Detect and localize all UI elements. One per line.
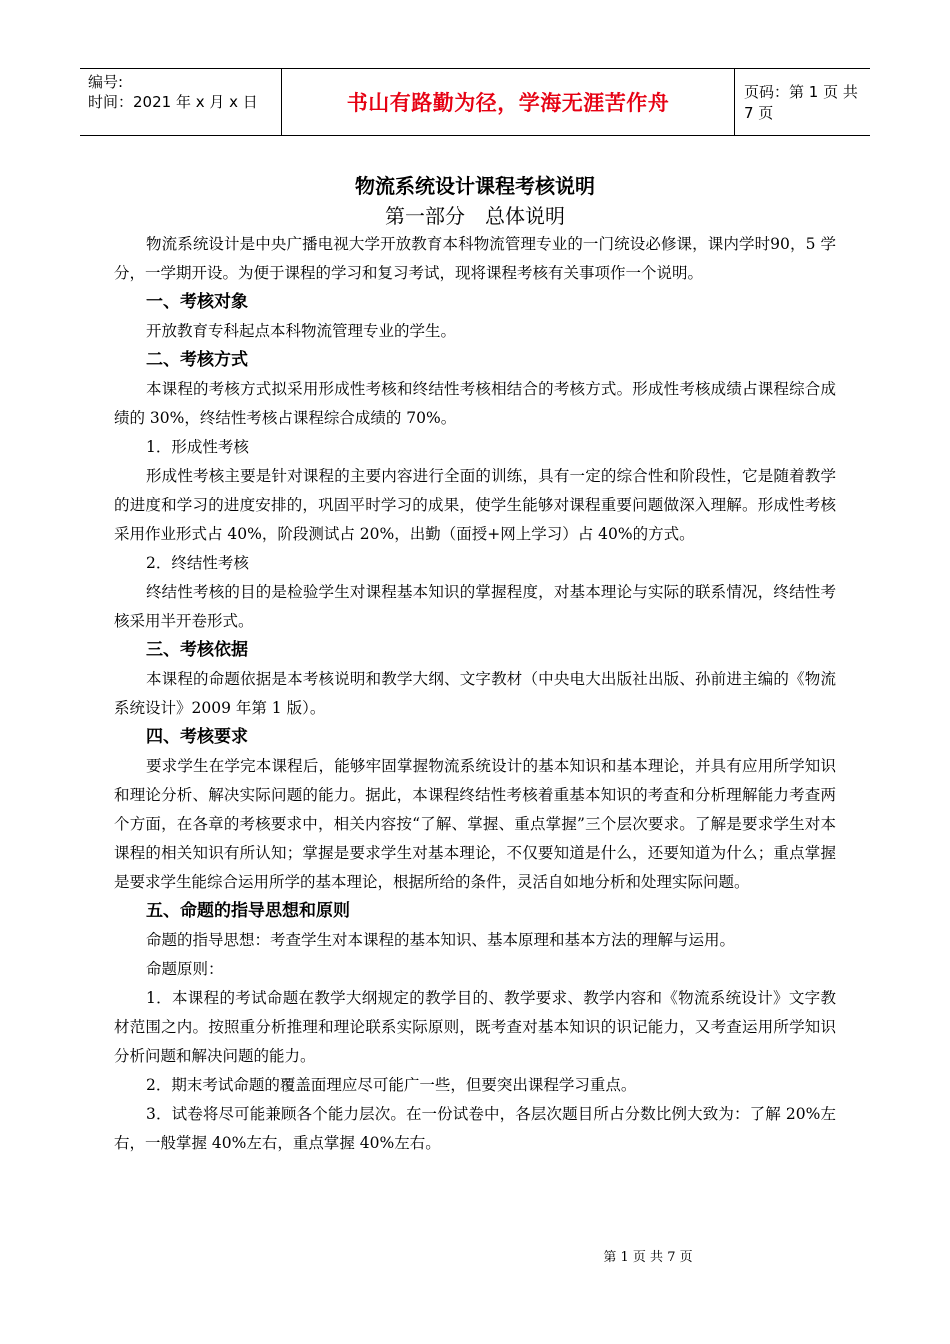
- header-page-cell: [735, 69, 870, 135]
- section-5-paragraph-1: 命题的指导思想：考查学生对本课程的基本知识、基本原理和基本方法的理解与运用。: [146, 931, 736, 949]
- header-motto-cell: [282, 69, 735, 135]
- section-2-paragraph-3: 终结性考核的目的是检验学生对课程基本知识的掌握程度，对基本理论与实际的联系情况，终结性考核采用半开卷形式。: [114, 583, 836, 630]
- header-left-cell: [80, 69, 282, 135]
- section-5-paragraph-3: 1．本课程的考试命题在教学大纲规定的教学目的、教学要求、教学内容和《物流系统设计》文字教材范围之内。按照重分析推理和理论联系实际原则，既考查对基本知识的识记能力，又考查运用所学知识分析问题和解决问题的能力。: [114, 989, 836, 1065]
- section-heading-1: 一、考核对象: [146, 292, 248, 312]
- section-4-paragraph: 要求学生在学完本课程后，能够牢固掌握物流系统设计的基本知识和基本理论，并具有应用所学知识和理论分析、解决实际问题的能力。据此，本课程终结性考核着重基本知识的考查和分析理解能力考查两个方面，在各章的考核要求中，相关内容按“了解、掌握、重点掌握”三个层次要求。了解是要求学生对本课程的相关知识有所认知；掌握是要求学生对基本理论，不仅要知道是什么，还要知道为什么；重点掌握是要求学生能综合运用所学的基本理论，根据所给的条件，灵活自如地分析和处理实际问题。: [114, 757, 836, 891]
- document-subtitle: 第一部分 总体说明: [385, 204, 565, 228]
- section-3-paragraph: 本课程的命题依据是本考核说明和教学大纲、文字教材（中央电大出版社出版、孙前进主编的《物流系统设计》2009 年第 1 版）。: [114, 670, 836, 717]
- intro-paragraph: 物流系统设计是中央广播电视大学开放教育本科物流管理专业的一门统设必修课，课内学时90，5 学分，一学期开设。为便于课程的学习和复习考试，现将课程考核有关事项作一个说明。: [114, 235, 836, 282]
- document-body: [114, 230, 836, 1158]
- section-heading-5: 五、命题的指导思想和原则: [146, 901, 350, 921]
- page-footer: 第 1 页 共 7 页: [603, 1250, 693, 1265]
- section-2-subheading-2: 2．终结性考核: [146, 554, 249, 572]
- section-heading-2: 二、考核方式: [146, 350, 248, 370]
- section-5-paragraph-5: 3．试卷将尽可能兼顾各个能力层次。在一份试卷中，各层次题目所占分数比例大致为：了解 20%左右，一般掌握 40%左右，重点掌握 40%左右。: [114, 1105, 836, 1152]
- header-table: [80, 68, 870, 136]
- section-5-paragraph-4: 2．期末考试命题的覆盖面理应尽可能广一些，但要突出课程学习重点。: [146, 1076, 637, 1094]
- document-title: 物流系统设计课程考核说明: [355, 174, 595, 198]
- section-heading-4: 四、考核要求: [146, 727, 248, 747]
- time-label: 时间：2021 年 x 月 x 日: [88, 93, 258, 111]
- section-2-subheading-1: 1．形成性考核: [146, 438, 249, 456]
- section-heading-3: 三、考核依据: [146, 640, 248, 660]
- motto-text: 书山有路勤为径，学海无涯苦作舟: [346, 91, 670, 115]
- number-label: 编号:: [88, 73, 124, 91]
- page-info: 页码：第 1 页 共 7 页: [744, 83, 858, 122]
- section-2-paragraph-1: 本课程的考核方式拟采用形成性考核和终结性考核相结合的考核方式。形成性考核成绩占课程综合成绩的 30%，终结性考核占课程综合成绩的 70%。: [114, 380, 836, 427]
- section-5-paragraph-2: 命题原则：: [146, 960, 224, 978]
- section-2-paragraph-2: 形成性考核主要是针对课程的主要内容进行全面的训练，具有一定的综合性和阶段性，它是随着教学的进度和学习的进度安排的，巩固平时学习的成果，使学生能够对课程重要问题做深入理解。形成性考核采用作业形式占 40%，阶段测试占 20%，出勤（面授+网上学习）占 40%的方式。: [114, 467, 836, 543]
- section-1-paragraph: 开放教育专科起点本科物流管理专业的学生。: [146, 322, 457, 340]
